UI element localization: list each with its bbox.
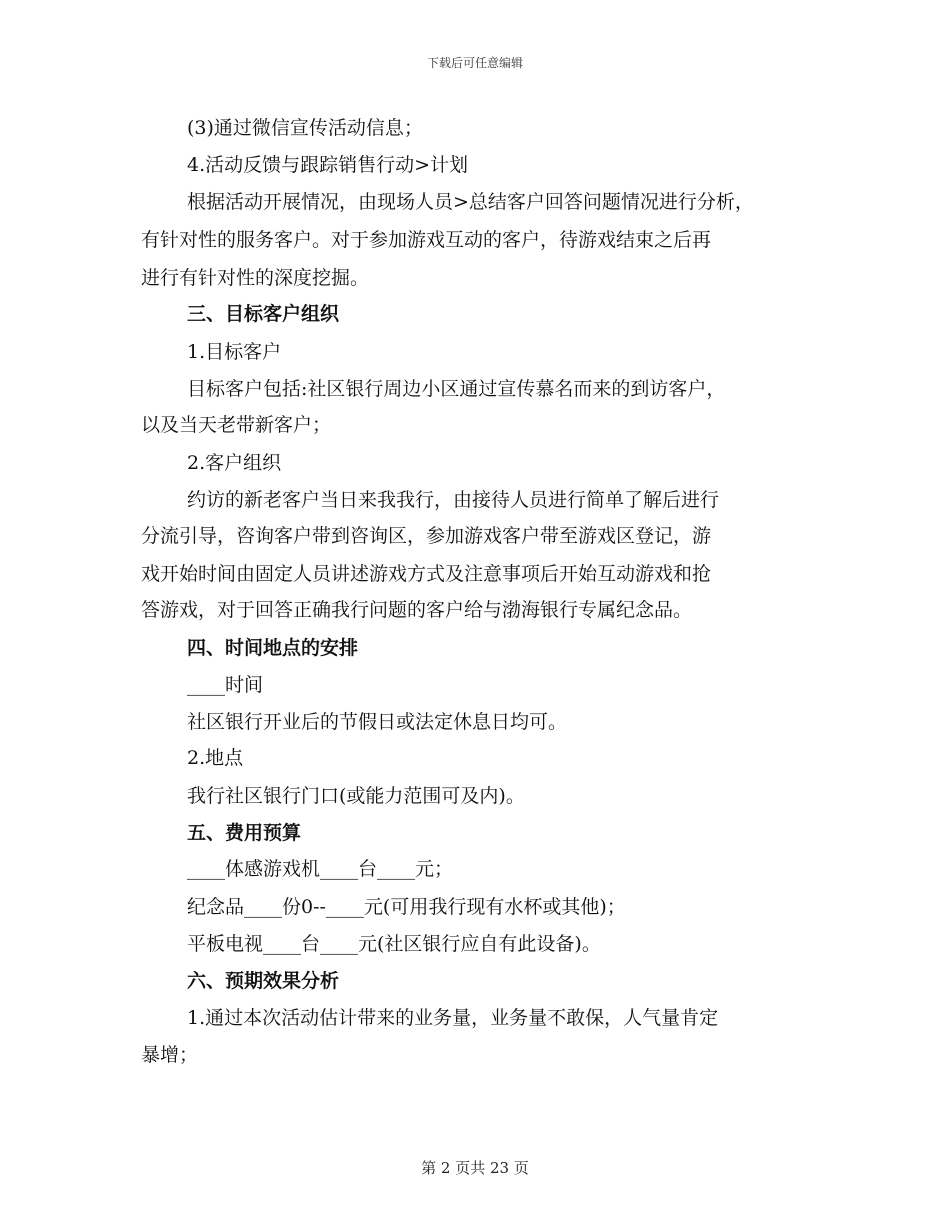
section-heading: 六、预期效果分析: [187, 970, 340, 992]
paragraph-line: 分流引导，咨询客户带到咨询区，参加游戏客户带至游戏区登记，游: [141, 525, 712, 547]
paragraph-line: 答游戏，对于回答正确我行问题的客户给与渤海银行专属纪念品。: [141, 599, 693, 621]
paragraph-line: 约访的新老客户当日来我我行，由接待人员进行简单了解后进行: [187, 489, 720, 511]
paragraph-line: 4.活动反馈与跟踪销售行动>计划: [187, 154, 469, 176]
paragraph-line: 戏开始时间由固定人员讲述游戏方式及注意事项后开始互动游戏和抢: [141, 563, 712, 585]
paragraph-line: 纪念品____份0--____元(可用我行现有水杯或其他)；: [187, 896, 626, 918]
paragraph-line: 有针对性的服务客户。对于参加游戏互动的客户，待游戏结束之后再: [141, 229, 712, 251]
section-heading: 五、费用预算: [187, 822, 302, 844]
paragraph-line: ____体感游戏机____台____元；: [187, 858, 454, 880]
page-footer: 第 2 页共 23 页: [421, 1159, 529, 1177]
page-header: 下载后可任意编辑: [426, 56, 523, 70]
section-heading: 四、时间地点的安排: [187, 637, 359, 659]
paragraph-line: 目标客户包括:社区银行周边小区通过宣传慕名而来的到访客户，: [187, 378, 726, 400]
paragraph-line: 平板电视____台____元(社区银行应自有此设备)。: [187, 933, 601, 955]
paragraph-line: 2.地点: [187, 747, 244, 769]
paragraph-line: 社区银行开业后的节假日或法定休息日均可。: [187, 711, 568, 733]
paragraph-line: (3)通过微信宣传活动信息；: [187, 117, 423, 139]
paragraph-line: 根据活动开展情况，由现场人员>总结客户回答问题情况进行分析，: [187, 191, 754, 213]
paragraph-line: 进行有针对性的深度挖掘。: [141, 267, 370, 289]
section-heading: 三、目标客户组织: [187, 303, 340, 325]
paragraph-line: 以及当天老带新客户；: [141, 414, 332, 436]
paragraph-line: ____时间: [187, 674, 264, 696]
paragraph-line: 2.客户组织: [187, 452, 282, 474]
paragraph-line: 我行社区银行门口(或能力范围可及内)。: [187, 785, 525, 807]
paragraph-line: 1.通过本次活动估计带来的业务量，业务量不敢保，人气量肯定: [187, 1007, 719, 1029]
paragraph-line: 1.目标客户: [187, 341, 282, 363]
paragraph-line: 暴增；: [141, 1044, 199, 1066]
